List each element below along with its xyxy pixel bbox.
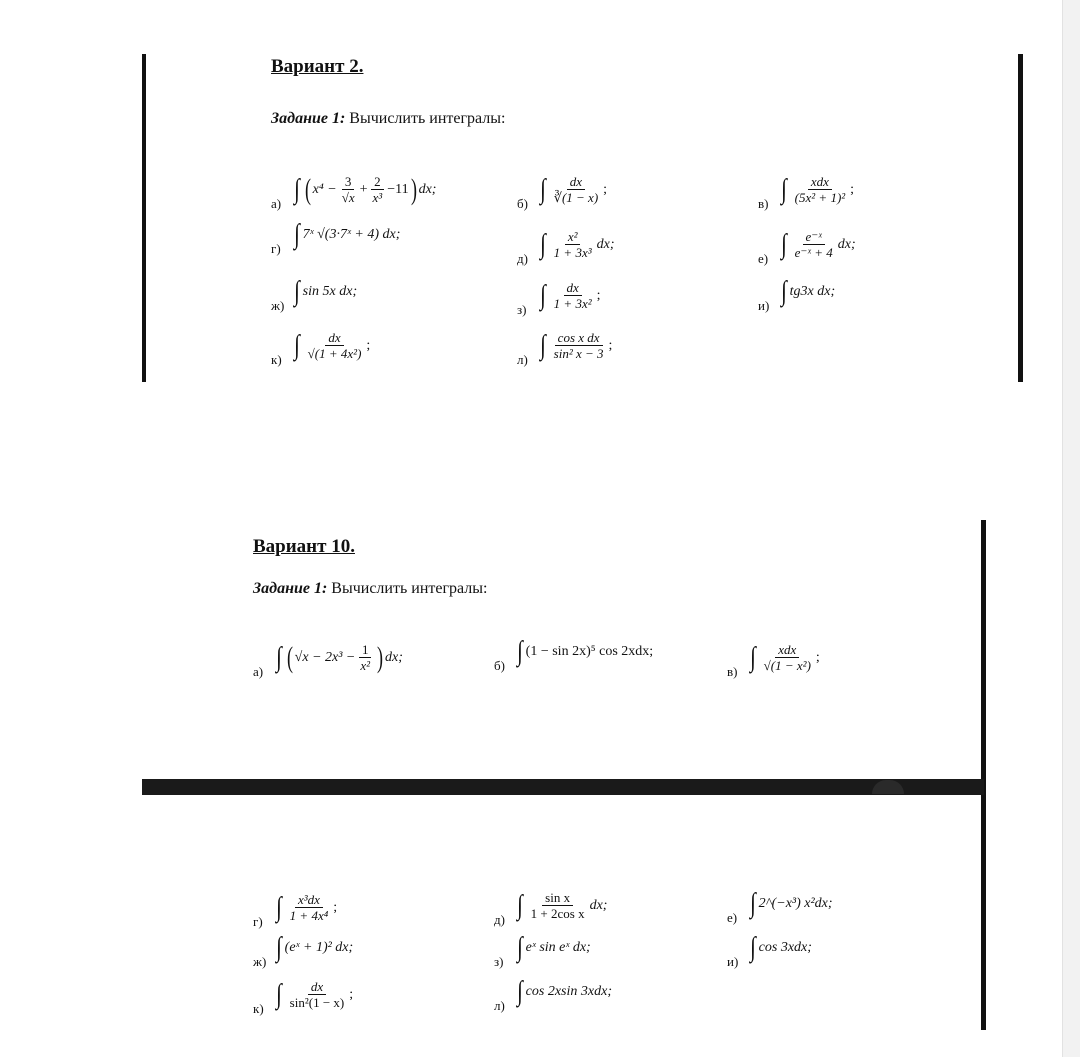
item-label: и) — [727, 954, 739, 969]
item-label: г) — [253, 914, 263, 929]
integral-icon: ∫ — [539, 229, 546, 260]
item-label: в) — [727, 664, 738, 679]
integral-icon: ∫ — [539, 280, 546, 311]
integral-icon: ∫ — [275, 932, 282, 963]
item-label: л) — [494, 998, 505, 1013]
item-label: д) — [494, 912, 505, 927]
separator-bar — [142, 779, 984, 795]
item-label: а) — [253, 664, 264, 679]
item-label: б) — [517, 196, 528, 211]
item-label: з) — [517, 302, 527, 317]
integral-icon: ∫ — [275, 979, 282, 1010]
variant2-title: Вариант 2. — [271, 56, 364, 77]
scrollbar-track[interactable] — [1062, 0, 1080, 1057]
integral-icon: ∫ — [293, 330, 300, 361]
integral-icon: ∫ — [275, 892, 282, 923]
integral-icon: ∫ — [780, 229, 787, 260]
integral-icon: ∫ — [516, 636, 523, 667]
item-label: к) — [271, 352, 282, 367]
item-label: л) — [517, 352, 528, 367]
integral-icon: ∫ — [749, 642, 756, 673]
variant2-task-label: Задание 1: — [271, 110, 346, 127]
item-label: а) — [271, 196, 282, 211]
right-border-bottom — [981, 520, 986, 1030]
integral-icon: ∫ — [516, 890, 523, 921]
item-label: д) — [517, 251, 528, 266]
integral-icon: ∫ — [516, 932, 523, 963]
integral-icon: ∫ — [293, 276, 300, 307]
integral-icon: ∫ — [293, 219, 300, 250]
variant10-title: Вариант 10. — [253, 536, 355, 557]
item-label: г) — [271, 241, 281, 256]
variant2-task-text: Вычислить интегралы: — [345, 110, 506, 127]
item-label: е) — [727, 910, 738, 925]
item-label: ж) — [271, 298, 285, 313]
item-label: в) — [758, 196, 769, 211]
integral-icon: ∫ — [749, 888, 756, 919]
item-label: ж) — [253, 954, 267, 969]
integral-icon: ∫ — [293, 174, 300, 205]
variant10-task — [253, 580, 487, 598]
item-label: к) — [253, 1001, 264, 1016]
item-label: е) — [758, 251, 769, 266]
variant2-task — [271, 110, 505, 128]
left-border-top — [142, 54, 146, 382]
item-label: и) — [758, 298, 770, 313]
integral-icon: ∫ — [780, 174, 787, 205]
variant10-task-text: Вычислить интегралы: — [327, 580, 488, 597]
right-border-top — [1018, 54, 1023, 382]
integral-icon: ∫ — [780, 276, 787, 307]
integral-icon: ∫ — [516, 976, 523, 1007]
variant10-task-label: Задание 1: — [253, 580, 328, 597]
item-label: б) — [494, 658, 505, 673]
integral-icon: ∫ — [539, 330, 546, 361]
integral-icon: ∫ — [275, 642, 282, 673]
integral-icon: ∫ — [749, 932, 756, 963]
integral-icon: ∫ — [539, 174, 546, 205]
item-label: з) — [494, 954, 504, 969]
